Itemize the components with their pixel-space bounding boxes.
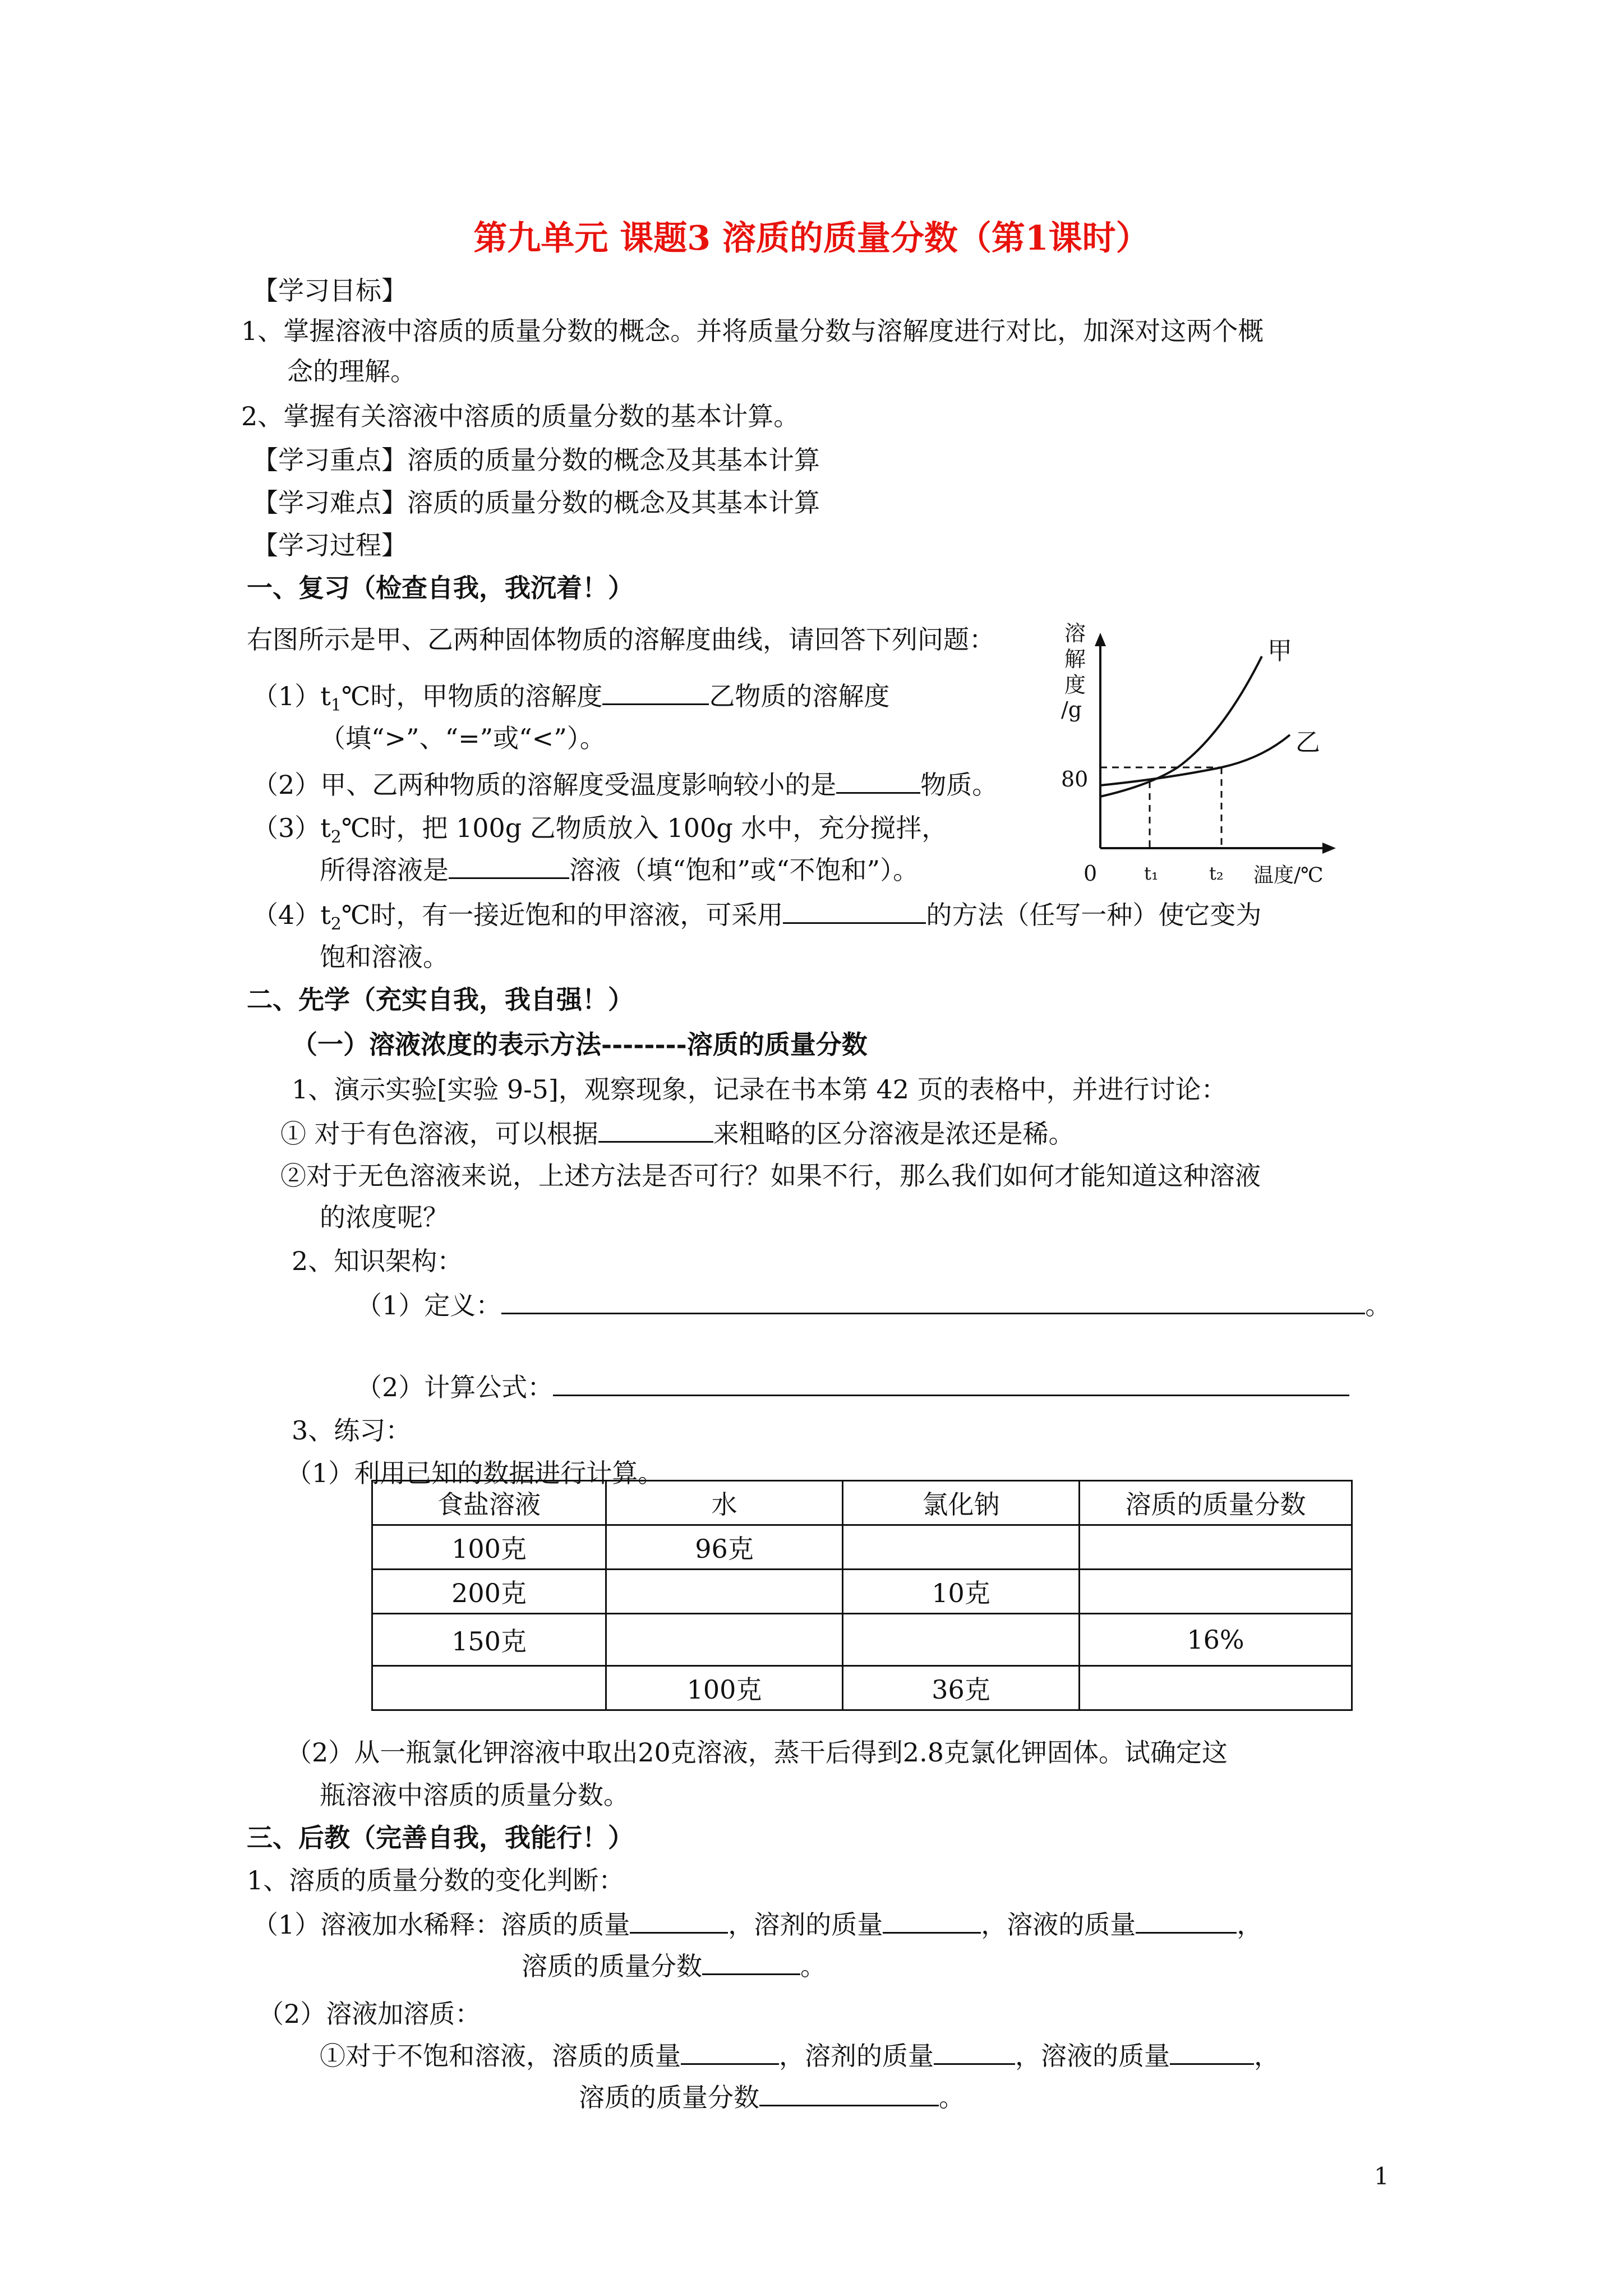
postteach-item1: 1、溶质的质量分数的变化判断： xyxy=(247,1865,625,1895)
answer-blank[interactable] xyxy=(759,2080,939,2106)
definition-line: （1）定义： 。 xyxy=(356,1288,1391,1322)
table-row xyxy=(372,1525,1352,1570)
table-cell[interactable] xyxy=(843,1525,1080,1570)
key-point: 【学习重点】溶质的质量分数的概念及其基本计算 xyxy=(252,445,820,475)
postteach-p1: （1）溶液加水稀释：溶质的质量 ，溶剂的质量 ，溶液的质量 ， xyxy=(252,1907,1262,1941)
prestudy-circle2: ②对于无色溶液来说，上述方法是否可行？如果不行，那么我们如何才能知道这种溶液 xyxy=(280,1161,1261,1191)
answer-blank[interactable] xyxy=(1136,1907,1237,1934)
objectives-heading: 【学习目标】 xyxy=(252,275,407,306)
process-heading: 【学习过程】 xyxy=(252,530,407,560)
answer-blank[interactable] xyxy=(836,767,920,794)
y-tick-80: 80 xyxy=(1061,767,1089,792)
table-cell[interactable] xyxy=(606,1570,843,1614)
prestudy-item3: 3、练习： xyxy=(292,1415,412,1446)
prestudy-circle1: ① 对于有色溶液，可以根据 来粗略的区分溶液是浓还是稀。 xyxy=(280,1116,1075,1151)
exercise-2: （2）从一瓶氯化钾溶液中取出20克溶液，蒸干后得到2.8克氯化钾固体。试确定这 xyxy=(286,1737,1228,1768)
difficulty: 【学习难点】溶质的质量分数的概念及其基本计算 xyxy=(252,487,820,518)
formula-blank[interactable] xyxy=(553,1370,1349,1396)
answer-blank[interactable] xyxy=(883,1907,981,1934)
solubility-chart xyxy=(1054,617,1380,909)
postteach-heading: 三、后教（完善自我，我能行！） xyxy=(247,1823,634,1853)
table-cell: 96克 xyxy=(606,1525,843,1570)
table-cell: 100克 xyxy=(372,1525,606,1570)
answer-blank[interactable] xyxy=(783,898,926,924)
answer-blank[interactable] xyxy=(630,1907,728,1934)
formula-line: （2）计算公式： xyxy=(356,1370,1349,1404)
ylabel-char-3: 度 xyxy=(1064,673,1086,697)
table-header: 食盐溶液 xyxy=(372,1481,606,1525)
postteach-p2a: ①对于不饱和溶液，溶质的质量 ，溶剂的质量 ，溶液的质量 ， xyxy=(320,2039,1280,2073)
table-cell: 36克 xyxy=(843,1666,1080,1710)
table-cell[interactable] xyxy=(606,1614,843,1666)
objective-2: 2、掌握有关溶液中溶质的质量分数的基本计算。 xyxy=(241,401,800,431)
objective-1-cont: 念的理解。 xyxy=(287,356,416,386)
table-cell: 150克 xyxy=(372,1614,606,1666)
review-q1-hint: （填“>”、“=”或“<”）。 xyxy=(320,723,606,753)
x-tick-t2: t₂ xyxy=(1209,863,1224,884)
xlabel: 温度/℃ xyxy=(1253,864,1324,887)
table-row xyxy=(372,1570,1352,1614)
page-title: 第九单元 课题3 溶质的质量分数（第1课时） xyxy=(473,219,1150,258)
answer-blank[interactable] xyxy=(681,2039,779,2065)
answer-blank[interactable] xyxy=(449,853,569,879)
postteach-p1-cont: 溶质的质量分数 。 xyxy=(522,1949,826,1983)
table-header: 溶质的质量分数 xyxy=(1080,1481,1352,1525)
answer-blank[interactable] xyxy=(1170,2039,1254,2065)
prestudy-sub1: （一）溶液浓度的表示方法--------溶质的质量分数 xyxy=(292,1029,868,1060)
table-row xyxy=(372,1666,1352,1710)
ylabel-char-2: 解 xyxy=(1064,647,1086,671)
postteach-p2a-cont: 溶质的质量分数 。 xyxy=(579,2080,965,2114)
exercise-1: （1）利用已知的数据进行计算。 xyxy=(286,1458,664,1488)
table-cell[interactable] xyxy=(372,1666,606,1710)
series-label-jia: 甲 xyxy=(1267,637,1292,665)
answer-blank[interactable] xyxy=(934,2039,1015,2065)
objective-1: 1、掌握溶液中溶质的质量分数的概念。并将质量分数与溶解度进行对比，加深对这两个概 xyxy=(241,316,1264,346)
y-axis-arrow xyxy=(1095,633,1106,646)
table-header: 水 xyxy=(606,1481,843,1525)
answer-blank[interactable] xyxy=(702,1949,800,1975)
definition-blank[interactable] xyxy=(501,1288,1365,1314)
table-header-row xyxy=(372,1481,1352,1525)
prestudy-heading: 二、先学（充实自我，我自强！） xyxy=(247,984,634,1015)
table-cell: 10克 xyxy=(843,1570,1080,1614)
x-tick-t1: t₁ xyxy=(1144,863,1159,884)
ylabel-char-4: /g xyxy=(1061,697,1082,722)
prestudy-item2: 2、知识架构： xyxy=(292,1246,463,1276)
review-heading: 一、复习（检查自我，我沉着！） xyxy=(247,573,634,603)
review-q4: $(4)t_2℃$时，有一接近饱和的甲溶液，可采用 的方法（任写一种）使它变为 xyxy=(252,898,1261,941)
table-cell[interactable] xyxy=(1080,1666,1352,1710)
table-cell: 100克 xyxy=(606,1666,843,1710)
review-q3: $(3)t_2℃$时，把 100g 乙物质放入 100g 水中，充分搅拌， xyxy=(252,813,948,848)
table-header: 氯化钠 xyxy=(843,1481,1080,1525)
prestudy-item1: 1、演示实验[实验 9-5]，观察现象，记录在书本第 42 页的表格中，并进行讨论： xyxy=(292,1074,1227,1105)
postteach-p2: （2）溶液加溶质： xyxy=(258,1999,481,2029)
exercise-2-cont: 瓶溶液中溶质的质量分数。 xyxy=(320,1780,629,1810)
review-q2: （2）甲、乙两种物质的溶解度受温度影响较小的是 物质。 xyxy=(252,767,998,802)
answer-blank[interactable] xyxy=(602,679,709,705)
table-cell: 200克 xyxy=(372,1570,606,1614)
curve-yi xyxy=(1100,735,1290,785)
table-cell[interactable] xyxy=(1080,1570,1352,1614)
review-intro: 右图所示是甲、乙两种固体物质的溶解度曲线，请回答下列问题： xyxy=(247,624,995,655)
prestudy-circle2-cont: 的浓度呢？ xyxy=(320,1202,449,1232)
ylabel-char-1: 溶 xyxy=(1064,621,1086,646)
salt-solution-table xyxy=(371,1480,1353,1711)
review-q4-cont: 饱和溶液。 xyxy=(320,942,449,972)
table-row xyxy=(372,1614,1352,1666)
table-cell[interactable] xyxy=(1080,1525,1352,1570)
review-q1: $(1)t_1℃$时，甲物质的溶解度 乙物质的溶解度 xyxy=(252,679,889,723)
x-axis-arrow xyxy=(1322,843,1336,854)
table-cell[interactable] xyxy=(843,1614,1080,1666)
x-tick-0: 0 xyxy=(1083,861,1098,886)
answer-blank[interactable] xyxy=(598,1116,713,1143)
page-number: 1 xyxy=(1374,2162,1389,2190)
series-label-yi: 乙 xyxy=(1295,728,1320,757)
review-q3-cont: 所得溶液是 溶液（填“饱和”或“不饱和”）。 xyxy=(320,853,919,887)
table-cell: 16% xyxy=(1080,1614,1352,1666)
